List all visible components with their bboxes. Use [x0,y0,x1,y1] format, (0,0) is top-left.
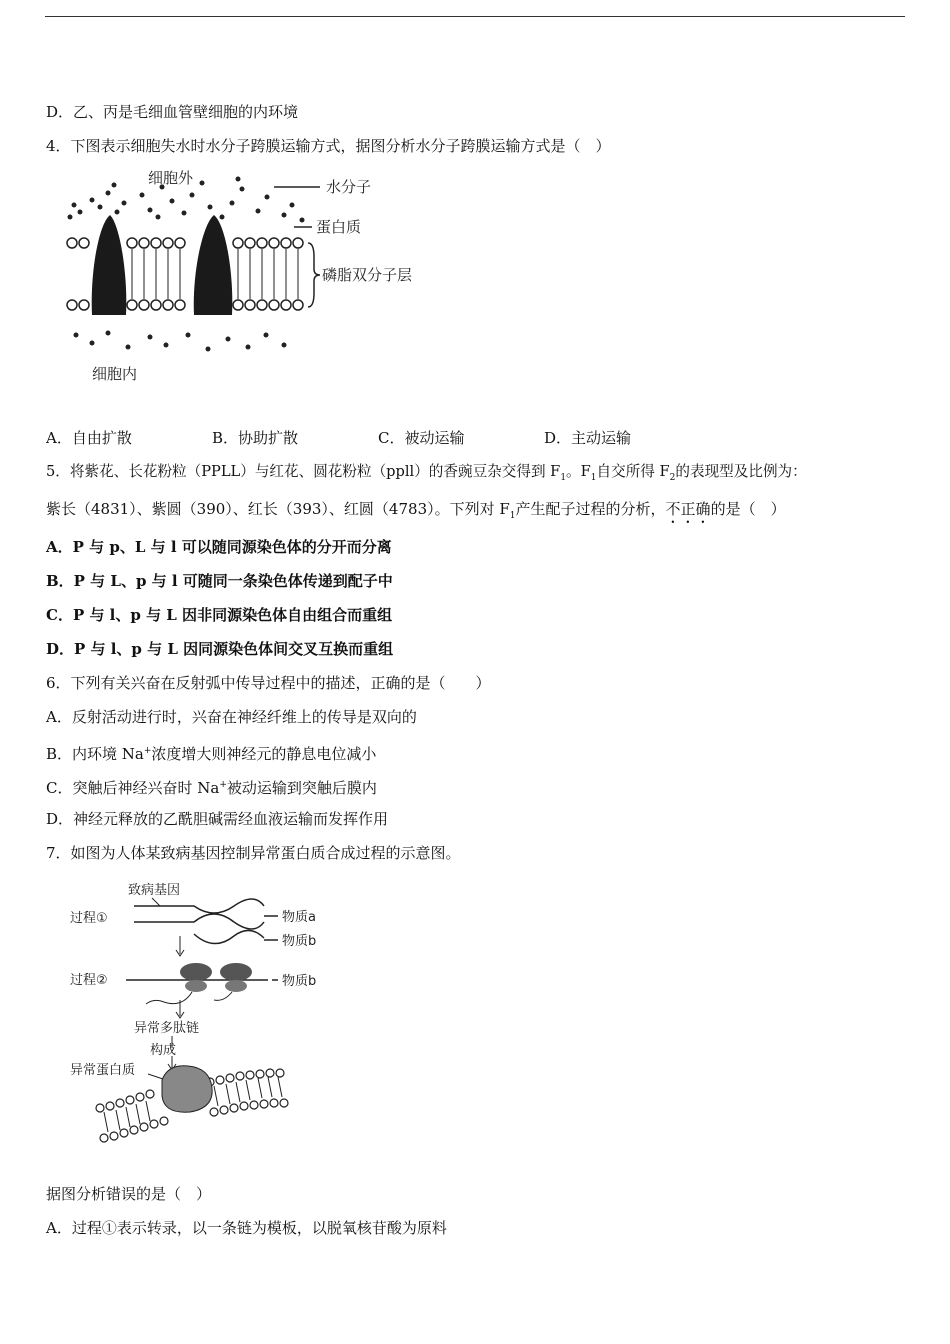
q4-stem: 4．下图表示细胞失水时水分子跨膜运输方式，据图分析水分子跨膜运输方式是（ ） [46,137,611,155]
label-process-1: 过程① [70,911,108,926]
ribosome-1-small [185,980,207,992]
label-abnormal-protein: 异常蛋白质 [70,1063,136,1078]
abnormal-protein-synthesis-figure [64,876,344,1148]
q7-stem: 7．如图为人体某致病基因控制异常蛋白质合成过程的示意图。 [46,844,461,862]
q5-stem-line2: 紫长（4831）、紫圆（390）、红长（393）、红圆（4783）。下列对 $F_1$产生配子过程的分析，不正确的是（ ） [46,500,786,521]
q6-option-b: B．内环境 Na+浓度增大则神经元的静息电位减小 [46,745,377,763]
membrane-water-transport-figure [62,165,452,395]
channel-protein-1 [92,215,127,315]
q5-option-b: B．P 与 L、p 与 l 可随同一条染色体传递到配子中 [46,572,393,590]
q5-option-a: A．P 与 p、L 与 l 可以随同源染色体的分开而分离 [46,538,392,556]
abnormal-protein-shape [162,1066,212,1112]
q6-option-a: A．反射活动进行时，兴奋在神经纤维上的传导是双向的 [46,708,417,726]
label-water: 水分子 [326,178,372,196]
header-rule [45,16,905,17]
q7-option-a: A．过程①表示转录，以一条链为模板，以脱氧核苷酸为原料 [46,1219,447,1237]
q5-option-c: C．P 与 l、p 与 L 因非同源染色体自由组合而重组 [46,606,393,624]
label-inside: 细胞内 [92,365,138,383]
label-gene: 致病基因 [128,883,181,898]
ribosome-1-large [180,963,212,981]
emphasis-not-correct: 不正确 [665,500,711,518]
label-form: 构成 [150,1043,177,1058]
q4-options [46,428,631,448]
channel-protein-2 [194,215,233,315]
ribosome-2-small [225,980,247,992]
q5-stem-line1: 5．将紫花、长花粉粒（PPLL）与红花、圆花粉粒（ppll）的香豌豆杂交得到 $F_1$。$F_1$自交所得 $F_2$的表现型及比例为： [46,463,807,483]
q4-option-a: A．自由扩散 [46,429,132,447]
label-protein: 蛋白质 [316,218,362,236]
label-polypeptide: 异常多肽链 [134,1021,200,1036]
q6-option-c: C．突触后神经兴奋时 Na+被动运输到突触后膜内 [46,779,377,797]
q4-option-c: C．被动运输 [378,429,465,447]
q5-option-d: D．P 与 l、p 与 L 因同源染色体间交叉互换而重组 [46,640,394,658]
label-process-2: 过程② [70,973,108,988]
q4-option-d: D．主动运输 [544,429,632,447]
label-outside: 细胞外 [148,169,194,187]
label-substance-b-2: 物质b [282,974,317,989]
label-bilayer: 磷脂双分子层 [322,266,413,284]
q7-question: 据图分析错误的是（ ） [46,1185,212,1203]
water-molecules-inside [74,331,287,352]
q3-option-d: D．乙、丙是毛细血管壁细胞的内环境 [46,103,299,121]
ribosome-2-large [220,963,252,981]
q6-option-d: D．神经元释放的乙酰胆碱需经血液运输而发挥作用 [46,810,389,828]
q6-stem: 6．下列有关兴奋在反射弧中传导过程中的描述，正确的是（ ） [46,674,491,692]
label-substance-a: 物质a [282,910,316,925]
q4-option-b: B．协助扩散 [212,429,299,447]
label-substance-b: 物质b [282,934,317,949]
